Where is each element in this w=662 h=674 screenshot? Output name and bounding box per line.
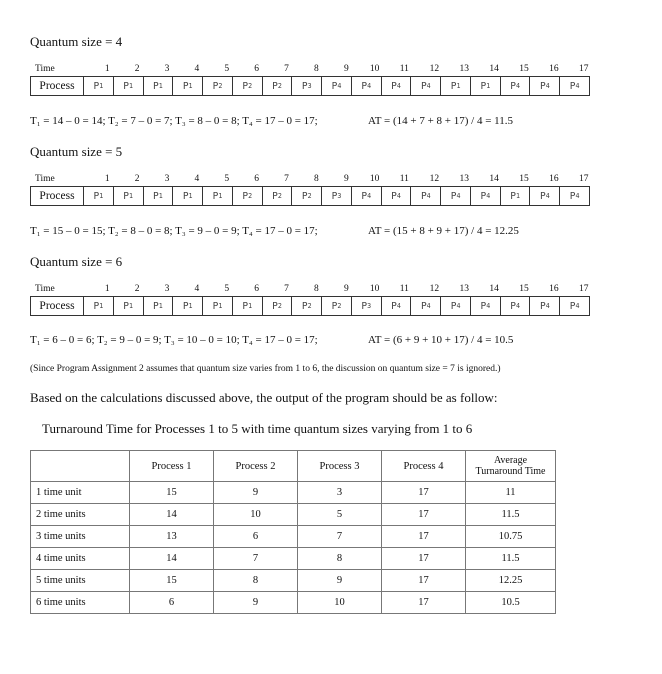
table-cell: 17 bbox=[382, 548, 466, 570]
time-tick: 9 bbox=[343, 174, 349, 184]
time-tick: 5 bbox=[224, 64, 230, 74]
time-label: Time bbox=[35, 284, 55, 294]
column-header: Process 3 bbox=[298, 451, 382, 482]
time-tick: 16 bbox=[549, 64, 559, 74]
time-tick: 8 bbox=[314, 64, 319, 74]
time-tick: 1 bbox=[104, 64, 110, 74]
column-header: Process 2 bbox=[214, 451, 298, 482]
process-cell: P 4 bbox=[440, 187, 470, 205]
time-tick: 10 bbox=[369, 174, 380, 184]
time-tick: 3 bbox=[164, 284, 170, 294]
time-tick: 5 bbox=[224, 284, 230, 294]
time-tick: 13 bbox=[459, 64, 469, 74]
table-cell: 10 bbox=[298, 592, 382, 614]
process-cell: P 1 bbox=[202, 297, 232, 315]
process-cell: P 4 bbox=[381, 187, 411, 205]
time-tick: 11 bbox=[399, 284, 409, 294]
time-tick: 15 bbox=[519, 284, 529, 294]
process-cell: P 1 bbox=[143, 297, 173, 315]
summary-paragraph: Based on the calculations discussed above, the output of the program should be as follow: bbox=[30, 390, 498, 405]
process-cell: P 2 bbox=[202, 77, 232, 95]
time-tick: 14 bbox=[489, 284, 499, 294]
table-cell: 8 bbox=[298, 548, 382, 570]
table-cell: 12.25 bbox=[466, 570, 556, 592]
process-label: Process bbox=[39, 80, 75, 92]
process-cell: P 4 bbox=[559, 297, 589, 315]
header-corner bbox=[31, 451, 130, 482]
time-tick: 8 bbox=[314, 284, 319, 294]
process-cell: P 4 bbox=[410, 77, 440, 95]
time-tick: 14 bbox=[489, 64, 499, 74]
process-cell: P 1 bbox=[470, 77, 500, 95]
process-cell: P 2 bbox=[232, 77, 262, 95]
table-row bbox=[31, 592, 556, 614]
time-tick: 6 bbox=[254, 284, 260, 294]
time-tick: 7 bbox=[284, 64, 289, 74]
process-cell: P 4 bbox=[470, 297, 500, 315]
time-tick: 1 bbox=[104, 174, 110, 184]
table-row bbox=[31, 526, 556, 548]
table-cell: 11 bbox=[466, 482, 556, 504]
time-tick: 9 bbox=[343, 64, 349, 74]
row-label: 6 time units bbox=[31, 592, 130, 614]
process-cell: P 1 bbox=[440, 77, 470, 95]
table-cell: 10.75 bbox=[466, 526, 556, 548]
process-cell: P 4 bbox=[410, 297, 440, 315]
time-tick: 7 bbox=[284, 174, 289, 184]
table-cell: 9 bbox=[214, 592, 298, 614]
average-turnaround-q6: AT = (6 + 9 + 10 + 17) / 4 = 10.5 bbox=[368, 334, 514, 346]
process-label: Process bbox=[39, 190, 75, 202]
row-label: 4 time units bbox=[31, 548, 130, 570]
table-cell: 17 bbox=[382, 526, 466, 548]
time-row bbox=[30, 64, 590, 76]
column-header: Average Turnaround Time bbox=[466, 451, 556, 482]
time-tick: 1 bbox=[104, 284, 110, 294]
time-tick: 17 bbox=[579, 174, 589, 184]
process-cell: P 2 bbox=[262, 297, 292, 315]
row-label: 2 time units bbox=[31, 504, 130, 526]
process-cell: P 2 bbox=[321, 297, 351, 315]
table-cell: 7 bbox=[298, 526, 382, 548]
turnaround-formula-q6: T₁ = 6 – 0 = 6; T₂ = 9 – 0 = 9; T₃ = 10 – 0 = 10; T₄ = 17 – 0 = 17; bbox=[30, 334, 318, 346]
time-tick: 2 bbox=[134, 174, 140, 184]
table-row bbox=[31, 482, 556, 504]
quantum-note: (Since Program Assignment 2 assumes that quantum size varies from 1 to 6, the discussion on quantum size = 7 is ignored.) bbox=[30, 364, 501, 374]
table-header-row bbox=[31, 451, 556, 482]
process-cell: P 1 bbox=[113, 187, 143, 205]
time-tick: 5 bbox=[224, 174, 230, 184]
table-cell: 10.5 bbox=[466, 592, 556, 614]
table-cell: 17 bbox=[382, 504, 466, 526]
table-cell: 9 bbox=[298, 570, 382, 592]
gantt-chart-q5 bbox=[30, 174, 590, 206]
table-cell: 14 bbox=[130, 548, 214, 570]
time-tick: 4 bbox=[194, 174, 200, 184]
process-cell: P 1 bbox=[83, 297, 113, 315]
row-label: 1 time unit bbox=[31, 482, 130, 504]
table-cell: 9 bbox=[214, 482, 298, 504]
time-tick: 4 bbox=[194, 284, 200, 294]
time-tick: 17 bbox=[579, 284, 589, 294]
process-cell: P 4 bbox=[500, 77, 530, 95]
process-cell: P 3 bbox=[321, 187, 351, 205]
table-cell: 15 bbox=[130, 482, 214, 504]
time-tick: 10 bbox=[369, 284, 380, 294]
process-cell: P 3 bbox=[351, 297, 381, 315]
process-cell: P 2 bbox=[262, 187, 292, 205]
column-header: Process 1 bbox=[130, 451, 214, 482]
process-cell: P 2 bbox=[291, 297, 321, 315]
process-cell: P 4 bbox=[559, 187, 589, 205]
table-cell: 3 bbox=[298, 482, 382, 504]
process-cell: P 4 bbox=[321, 77, 351, 95]
time-tick: 16 bbox=[549, 174, 559, 184]
process-cell: P 4 bbox=[440, 297, 470, 315]
process-cell: P 1 bbox=[172, 187, 202, 205]
gantt-chart-q6 bbox=[30, 284, 590, 316]
process-cell: P 1 bbox=[83, 77, 113, 95]
process-cell: P 1 bbox=[113, 297, 143, 315]
turnaround-formula-q5: T₁ = 15 – 0 = 15; T₂ = 8 – 0 = 8; T₃ = 9 – 0 = 9; T₄ = 17 – 0 = 17; bbox=[30, 225, 318, 237]
process-cell: P 4 bbox=[410, 187, 440, 205]
process-cell: P 2 bbox=[291, 187, 321, 205]
process-cell: P 4 bbox=[351, 77, 381, 95]
table-cell: 17 bbox=[382, 592, 466, 614]
process-cell: P 4 bbox=[529, 297, 559, 315]
table-body bbox=[31, 482, 556, 614]
time-tick: 15 bbox=[519, 174, 529, 184]
process-row bbox=[30, 76, 590, 96]
table-cell: 6 bbox=[214, 526, 298, 548]
process-cell: P 4 bbox=[351, 187, 381, 205]
gantt-chart-q4 bbox=[30, 64, 590, 96]
time-tick: 16 bbox=[549, 284, 559, 294]
process-row bbox=[30, 186, 590, 206]
turnaround-formula-q4: T₁ = 14 – 0 = 14; T₂ = 7 – 0 = 7; T₃ = 8 – 0 = 8; T₄ = 17 – 0 = 17; bbox=[30, 115, 318, 127]
time-tick: 6 bbox=[254, 174, 260, 184]
process-cell: P 1 bbox=[113, 77, 143, 95]
time-row bbox=[30, 284, 590, 296]
process-cell: P 4 bbox=[559, 77, 589, 95]
process-cell: P 2 bbox=[262, 77, 292, 95]
time-tick: 15 bbox=[519, 64, 529, 74]
average-turnaround-q5: AT = (15 + 8 + 9 + 17) / 4 = 12.25 bbox=[368, 225, 519, 237]
time-tick: 12 bbox=[429, 64, 440, 74]
process-cell: P 1 bbox=[232, 297, 262, 315]
table-cell: 13 bbox=[130, 526, 214, 548]
quantum-5-heading: Quantum size = 5 bbox=[30, 144, 123, 159]
process-cell: P 4 bbox=[500, 297, 530, 315]
process-cell: P 1 bbox=[143, 187, 173, 205]
table-cell: 6 bbox=[130, 592, 214, 614]
table-cell: 14 bbox=[130, 504, 214, 526]
time-tick: 13 bbox=[459, 174, 469, 184]
time-tick: 11 bbox=[399, 64, 409, 74]
time-tick: 11 bbox=[399, 174, 409, 184]
time-tick: 2 bbox=[134, 284, 140, 294]
process-cell: P 4 bbox=[470, 187, 500, 205]
time-tick: 10 bbox=[369, 64, 380, 74]
table-cell: 5 bbox=[298, 504, 382, 526]
process-cell: P 1 bbox=[172, 297, 202, 315]
time-tick: 13 bbox=[459, 284, 469, 294]
time-tick: 4 bbox=[194, 64, 200, 74]
process-row bbox=[30, 296, 590, 316]
process-cell: P 4 bbox=[529, 187, 559, 205]
table-cell: 15 bbox=[130, 570, 214, 592]
average-turnaround-q4: AT = (14 + 7 + 8 + 17) / 4 = 11.5 bbox=[368, 115, 513, 127]
time-tick: 3 bbox=[164, 174, 170, 184]
time-tick: 6 bbox=[254, 64, 260, 74]
time-label: Time bbox=[35, 64, 55, 74]
table-row bbox=[31, 548, 556, 570]
table-cell: 10 bbox=[214, 504, 298, 526]
time-tick: 12 bbox=[429, 284, 440, 294]
time-label: Time bbox=[35, 174, 55, 184]
time-tick: 8 bbox=[314, 174, 319, 184]
table-row bbox=[31, 570, 556, 592]
row-label: 3 time units bbox=[31, 526, 130, 548]
time-tick: 9 bbox=[343, 284, 349, 294]
table-cell: 17 bbox=[382, 482, 466, 504]
process-cell: P 4 bbox=[529, 77, 559, 95]
process-cell: P 1 bbox=[172, 77, 202, 95]
time-tick: 2 bbox=[134, 64, 140, 74]
time-tick: 17 bbox=[579, 64, 589, 74]
table-cell: 11.5 bbox=[466, 504, 556, 526]
quantum-4-heading: Quantum size = 4 bbox=[30, 34, 123, 49]
table-cell: 8 bbox=[214, 570, 298, 592]
time-tick: 12 bbox=[429, 174, 440, 184]
table-cell: 7 bbox=[214, 548, 298, 570]
time-tick: 3 bbox=[164, 64, 170, 74]
process-cell: P 4 bbox=[381, 297, 411, 315]
process-cell: P 2 bbox=[232, 187, 262, 205]
time-row bbox=[30, 174, 590, 186]
table-caption: Turnaround Time for Processes 1 to 5 with time quantum sizes varying from 1 to 6 bbox=[42, 421, 473, 436]
time-tick: 7 bbox=[284, 284, 289, 294]
table-cell: 11.5 bbox=[466, 548, 556, 570]
process-cell: P 4 bbox=[381, 77, 411, 95]
table-row bbox=[31, 504, 556, 526]
row-label: 5 time units bbox=[31, 570, 130, 592]
process-cell: P 1 bbox=[83, 187, 113, 205]
turnaround-results-table bbox=[30, 450, 556, 614]
process-cell: P 1 bbox=[143, 77, 173, 95]
process-cell: P 1 bbox=[202, 187, 232, 205]
column-header: Process 4 bbox=[382, 451, 466, 482]
process-cell: P 3 bbox=[291, 77, 321, 95]
process-label: Process bbox=[39, 300, 75, 312]
quantum-6-heading: Quantum size = 6 bbox=[30, 254, 123, 269]
time-tick: 14 bbox=[489, 174, 499, 184]
table-cell: 17 bbox=[382, 570, 466, 592]
process-cell: P 1 bbox=[500, 187, 530, 205]
